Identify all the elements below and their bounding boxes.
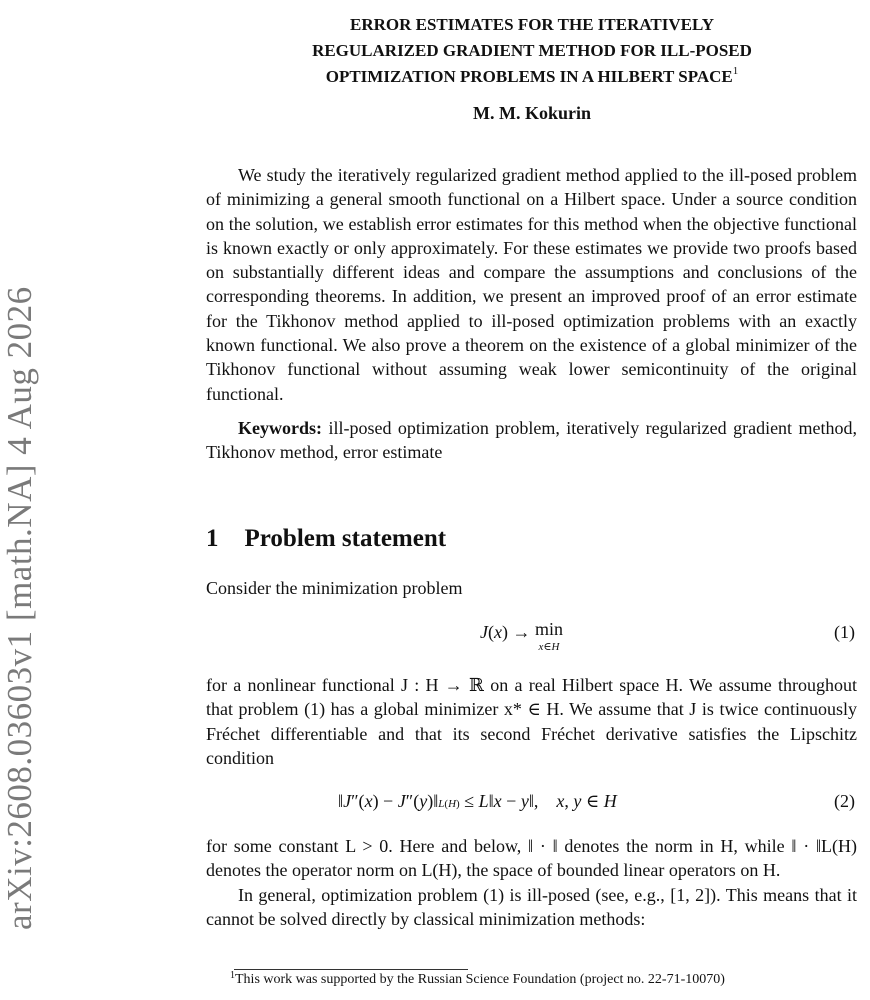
title-line: ERROR ESTIMATES FOR THE ITERATIVELY	[349, 15, 715, 34]
keywords	[206, 416, 857, 465]
abstract-text: We study the iteratively regularized gradient method applied to the ill-posed problem of minimizing a general smooth functional on a Hilbert space. Under a source condition on the solution, we establish error estimates for this method when the objective functional is known exactly or only approximately. For these estimates we provide two proofs based on substantially different ideas and compare the assumptions and conclusions of the corresponding theorems. In addition, we present an improved proof of an error estimate for the Tikhonov method applied to ill-posed optimization problems with an exactly known functional. We also prove a theorem on the existence of a global minimizer of the Tikhonov functional without assuming weak lower semicontinuity of the original functional.	[206, 165, 857, 404]
body-text: In general, optimization problem (1) is ill-posed (see, e.g., [1, 2]). This means that it cannot be solved directly by classical minimization methods:	[206, 884, 857, 929]
paragraph-intro	[206, 576, 857, 600]
title-line: REGULARIZED GRADIENT METHOD FOR ILL-POSED	[312, 41, 752, 60]
author-name: M. M. Kokurin	[472, 103, 591, 123]
section-heading	[206, 525, 446, 553]
keywords-label: Keywords:	[238, 417, 322, 438]
equation-1	[206, 620, 857, 660]
equation-2-number: (2)	[834, 791, 855, 811]
footnote-text: This work was supported by the Russian Science Foundation (project no. 22-71-10070)	[235, 972, 725, 987]
equation-2	[206, 791, 857, 817]
equation-1-number: (1)	[834, 622, 855, 642]
footnote	[230, 972, 725, 988]
body-text: for a nonlinear functional J : H → ℝ on a real Hilbert space H. We assume throughout that problem (1) has a global minimizer x* ∈ H. We assume that J is twice continuously Fréchet differentiable and that its second Fréchet derivative satisfies the Lipschitz condition	[206, 675, 857, 768]
footnote-mark: 1	[230, 970, 235, 981]
equation-1-expression: J(x) → min x∈H	[480, 619, 564, 653]
body-text: for some constant L > 0. Here and below, ‖ · ‖ denotes the norm in H, while ‖ · ‖L(H) denotes the operator norm on L(H), the space of bounded linear operators on H.	[206, 836, 857, 881]
section-number: 1	[206, 525, 219, 552]
footnote-rule	[234, 969, 468, 970]
paper-title	[205, 12, 859, 90]
paragraph-2	[206, 673, 857, 770]
abstract	[206, 163, 857, 465]
section-title: Problem statement	[244, 525, 447, 552]
keywords-list: ill-posed optimization problem, iteratively regularized gradient method, Tikhonov method, error estimate	[206, 417, 857, 463]
body-text: Consider the minimization problem	[206, 578, 463, 598]
paragraph-3	[206, 834, 857, 931]
title-footnote-mark: 1	[732, 65, 739, 77]
title-line: OPTIMIZATION PROBLEMS IN A HILBERT SPACE$^1$	[325, 65, 739, 86]
arxiv-sidebar-stamp: arXiv:2608.03603v1 [math.NA] 4 Aug 2026	[0, 286, 39, 930]
equation-2-expression: ‖J″(x) − J″(y)‖L(H) ≤ L‖x − y‖, x, y ∈ H	[338, 791, 617, 811]
